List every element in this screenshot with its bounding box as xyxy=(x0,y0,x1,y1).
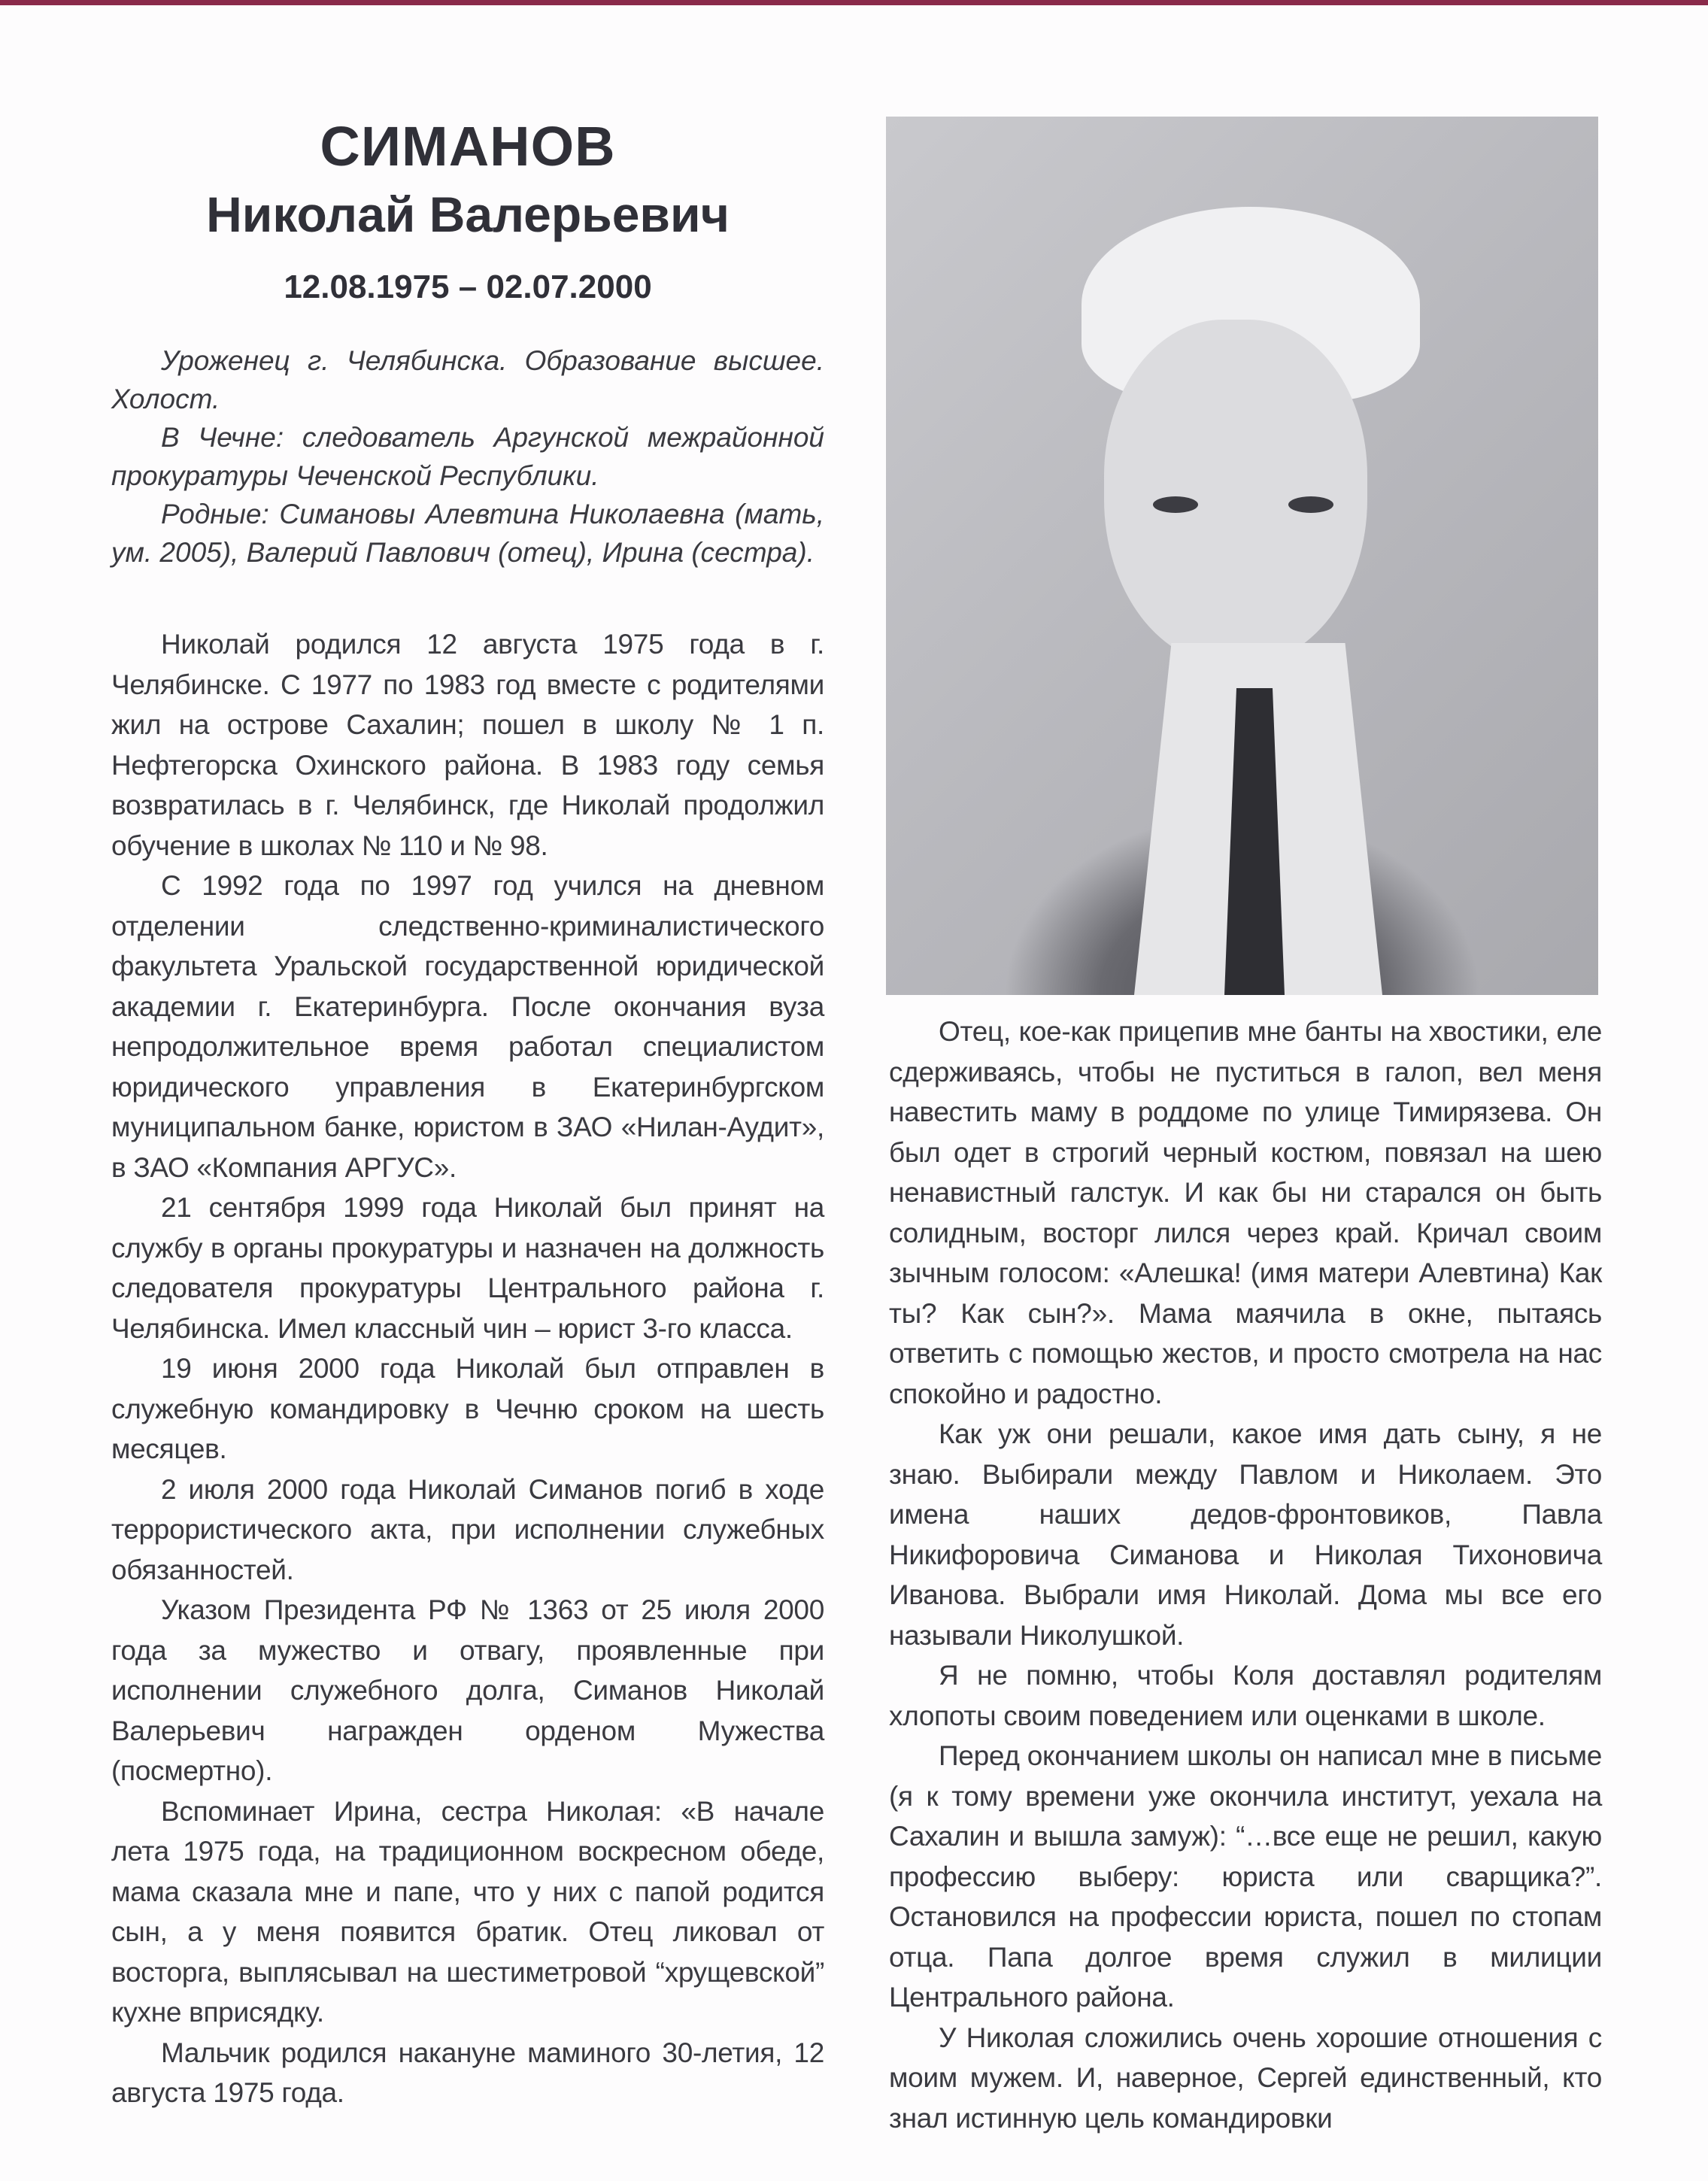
paragraph: У Николая сложились очень хорошие отношения с моим мужем. И, наверное, Сергей единственный, кто знал истинную цель командировки xyxy=(889,2022,1602,2134)
life-dates: 12.08.1975 – 02.07.2000 xyxy=(284,268,652,305)
photo-face xyxy=(1104,320,1367,666)
paragraph: Отец, кое-как прицепив мне банты на хвостики, еле сдерживаясь, чтобы не пуститься в галоп, вел меня навестить маму в роддоме по улице Тимирязева. Он был одет в строгий черный костюм, повязал на шею ненавистный галстук. И как бы ни старался он быть солидным, восторг лился через край. Кричал своим зычным голосом: «Алешка! (имя матери Алевтина) Как ты? Как сын?». Мама маячила в окне, пытаясь ответить с помощью жестов, и просто смотрела на нас спокойно и радостно. xyxy=(889,1016,1602,1409)
photo-eye-left xyxy=(1153,496,1198,513)
top-color-band xyxy=(0,0,1708,5)
right-column xyxy=(889,1012,1602,2138)
intro-chechnya-role: В Чечне: следователь Аргунской межрайонной прокуратуры Чеченской Республики. xyxy=(111,422,824,491)
intro-origin: Уроженец г. Челябинска. Образование высшее. Холост. xyxy=(111,345,824,414)
paragraph: Как уж они решали, какое имя дать сыну, я не знаю. Выбирали между Павлом и Николаем. Это имена наших дедов-фронтовиков, Павла Никифоровича Симанова и Николая Тихоновича Иванова. Выбрали имя Николай. Дома мы все его называли Николушкой. xyxy=(889,1418,1602,1651)
portrait-photo xyxy=(886,117,1598,995)
surname-heading: СИМАНОВ xyxy=(320,115,616,177)
paragraph: 2 июля 2000 года Николай Симанов погиб в ходе террористического акта, при исполнении служебных обязанностей. xyxy=(111,1473,824,1585)
paragraph: 21 сентября 1999 года Николай был принят на службу в органы прокуратуры и назначен на должность следователя прокуратуры Центрального района г. Челябинска. Имел классный чин – юрист 3-го класса. xyxy=(111,1192,824,1344)
paragraph: Я не помню, чтобы Коля доставлял родителям хлопоты своим поведением или оценками в школе. xyxy=(889,1660,1602,1731)
paragraph: 19 июня 2000 года Николай был отправлен в служебную командировку в Чечню сроком на шесть месяцев. xyxy=(111,1353,824,1464)
title-block xyxy=(111,113,824,310)
left-column xyxy=(111,113,824,2113)
photo-eye-right xyxy=(1288,496,1333,513)
paragraph: Перед окончанием школы он написал мне в письме (я к тому времени уже окончила институт, уехала на Сахалин и вышла замуж): “…все еще не решил, какую профессию выберу: юриста или сварщика?”. Остановился на профессии юриста, пошел по стопам отца. Папа долгое время служил в милиции Центрального района. xyxy=(889,1740,1602,2013)
intro-block xyxy=(111,341,824,572)
paragraph: Николай родился 12 августа 1975 года в г. Челябинске. С 1977 по 1983 год вместе с родителями жил на острове Сахалин; пошел в школу № 1 п. Нефтегорска Охинского района. В 1983 году семья возвратилась в г. Челябинск, где Николай продолжил обучение в школах № 110 и № 98. xyxy=(111,629,824,861)
biography-text xyxy=(111,624,824,2113)
intro-relatives: Родные: Симановы Алевтина Николаевна (мать, ум. 2005), Валерий Павлович (отец), Ирина (сестра). xyxy=(111,499,824,568)
paragraph: С 1992 года по 1997 год учился на дневном отделении следственно-криминалистического факультета Уральской государственной юридической академии г. Екатеринбурга. После окончания вуза непродолжительное время работал специалистом юридического управления в Екатеринбургском муниципальном банке, юристом в ЗАО «Нилан-Аудит», в ЗАО «Компания АРГУС». xyxy=(111,870,824,1183)
paragraph: Вспоминает Ирина, сестра Николая: «В начале лета 1975 года, на традиционном воскресном обеде, мама сказала мне и папе, что у них с папой родится сын, а у меня появится братик. Отец ликовал от восторга, выплясывал на шестиметровой “хрущевской” кухне вприсядку. xyxy=(111,1795,824,2028)
paragraph: Указом Президента РФ № 1363 от 25 июля 2000 года за мужество и отвагу, проявленные при исполнении служебного долга, Симанов Николай Валерьевич награжден орденом Мужества (посмертно). xyxy=(111,1594,824,1786)
given-names-heading: Николай Валерьевич xyxy=(206,187,730,242)
paragraph: Мальчик родился накануне маминого 30-летия, 12 августа 1975 года. xyxy=(111,2037,824,2108)
